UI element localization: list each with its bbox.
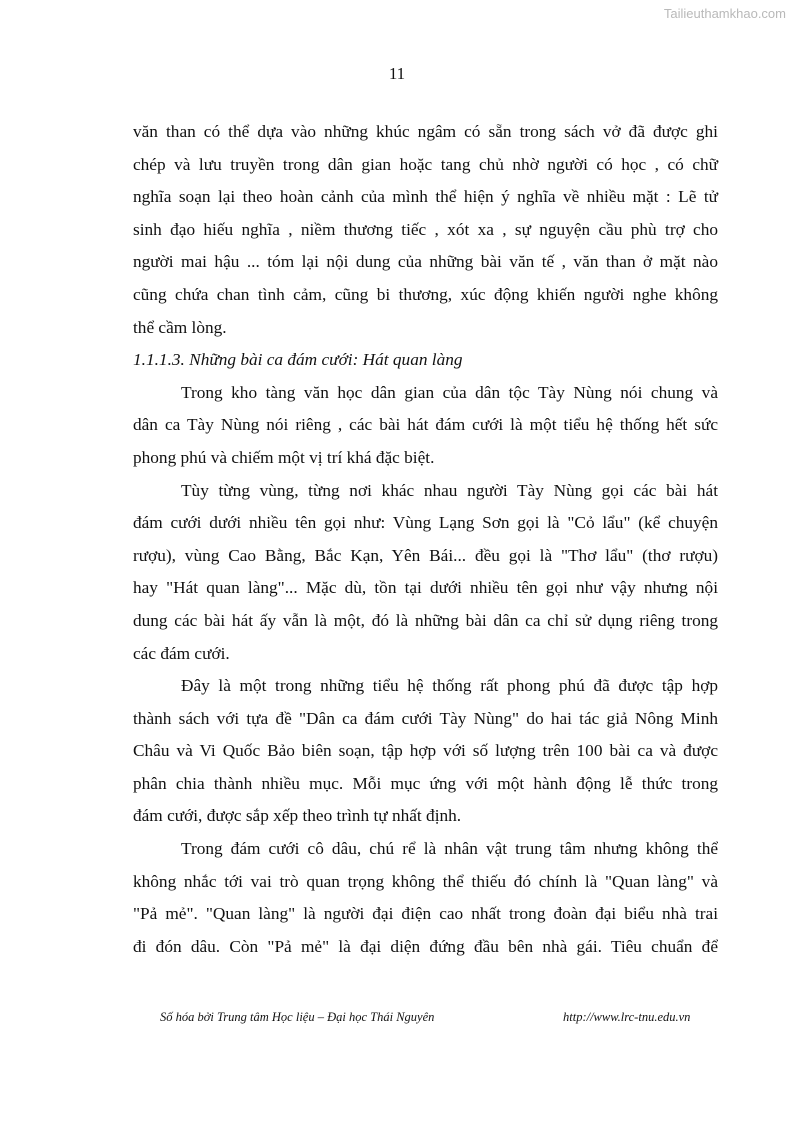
text-line: rượu), vùng Cao Bằng, Bắc Kạn, Yên Bái... đều gọi là "Thơ lẩu" (thơ rượu) <box>133 545 718 565</box>
text-line: Trong kho tàng văn học dân gian của dân tộc Tày Nùng nói chung và <box>181 382 718 402</box>
page-number: 11 <box>388 64 406 83</box>
text-line: đi đón dâu. Còn "Pả mẻ" là đại diện đứng đầu bên nhà gái. Tiêu chuẩn để <box>133 936 718 956</box>
text-line: chép và lưu truyền trong dân gian hoặc tang chủ nhờ người có học , có chữ <box>133 154 718 174</box>
text-line: Đây là một trong những tiểu hệ thống rất phong phú đã được tập hợp <box>181 676 718 696</box>
body-text <box>133 116 718 963</box>
text-line: dân ca Tày Nùng nói riêng , các bài hát đám cưới là một tiểu hệ thống hết sức <box>133 415 718 435</box>
footer-url: http://www.lrc-tnu.edu.vn <box>563 1010 691 1024</box>
section-heading: 1.1.1.3. Những bài ca đám cưới: Hát quan làng <box>133 350 463 370</box>
text-line: đám cưới, được sắp xếp theo trình tự nhất định. <box>133 806 462 826</box>
text-line: các đám cưới. <box>133 643 230 663</box>
text-line: phân chia thành nhiều mục. Mỗi mục ứng với một hành động lễ thức trong <box>133 773 718 793</box>
text-line: nghĩa soạn lại theo hoàn cảnh của mình thể hiện ý nghĩa về nhiều mặt : Lẽ tử <box>133 187 718 207</box>
text-line: phong phú và chiếm một vị trí khá đặc biệt. <box>133 447 435 467</box>
text-line: dung các bài hát ấy vẫn là một, đó là những bài dân ca chỉ sử dụng riêng trong <box>133 610 718 630</box>
text-line: người mai hậu ... tóm lại nội dung của những bài văn tế , văn than ở mặt nào <box>133 252 718 272</box>
text-line: thể cầm lòng. <box>133 317 227 337</box>
text-line: thành sách với tựa đề "Dân ca đám cưới Tày Nùng" do hai tác giả Nông Minh <box>133 708 718 728</box>
text-line: văn than có thể dựa vào những khúc ngâm có sẵn trong sách vở đã được ghi <box>133 122 718 141</box>
text-line: không nhắc tới vai trò quan trọng không thể thiếu đó chính là "Quan làng" và <box>133 871 718 891</box>
text-line: "Pả mẻ". "Quan làng" là người đại điện cao nhất trong đoàn đại biểu nhà trai <box>133 904 718 924</box>
text-line: sinh đạo hiếu nghĩa , niềm thương tiếc , xót xa , sự nguyện cầu phù trợ cho <box>133 219 718 239</box>
text-line: hay "Hát quan làng"... Mặc dù, tồn tại dưới nhiều tên gọi như vậy nhưng nội <box>133 578 718 598</box>
text-line: Tùy từng vùng, từng nơi khác nhau người Tày Nùng gọi các bài hát <box>181 480 718 500</box>
footer-source: Số hóa bởi Trung tâm Học liệu – Đại học Thái Nguyên <box>160 1010 435 1024</box>
text-line: cũng chứa chan tình cảm, cũng bi thương, xúc động khiến người nghe không <box>133 284 718 304</box>
text-line: Châu và Vi Quốc Bảo biên soạn, tập hợp với số lượng trên 100 bài ca và được <box>133 741 718 761</box>
watermark: Tailieuthamkhao.com <box>663 6 786 21</box>
text-line: đám cưới dưới nhiều tên gọi như: Vùng Lạng Sơn gọi là "Cỏ lẩu" (kể chuyện <box>133 513 718 533</box>
text-line: Trong đám cưới cô dâu, chú rể là nhân vật trung tâm nhưng không thể <box>181 839 718 859</box>
